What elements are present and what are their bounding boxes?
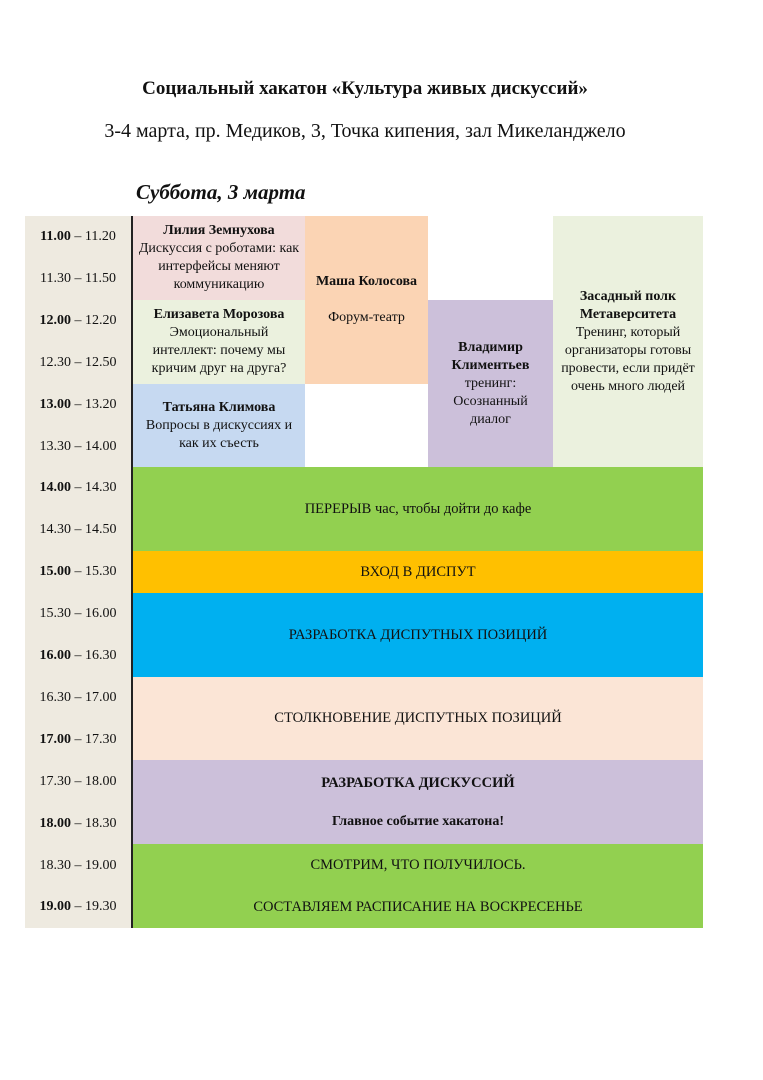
time-start: 17.00: [39, 731, 71, 747]
time-slot: [25, 856, 131, 876]
speaker-name: Маша Колосова: [315, 274, 418, 289]
time-start: 18.30: [39, 857, 71, 873]
band-break: [133, 467, 703, 551]
time-slot: [25, 311, 131, 331]
speaker-name: Засадный полк Метаверситета: [579, 288, 677, 322]
band-discussions-note: Главное событие хакатона!: [331, 813, 505, 829]
session-klimova: [133, 384, 305, 467]
band-break-label: ПЕРЕРЫВ: [304, 500, 372, 517]
speaker-name: Владимир Климентьев: [451, 339, 530, 373]
time-end: – 14.00: [71, 438, 117, 454]
band-entry-text: ВХОД В ДИСПУТ: [360, 563, 476, 580]
session-text: тренинг: Осознанный диалог: [453, 375, 528, 427]
time-start: 17.30: [39, 773, 71, 789]
time-slot: [25, 730, 131, 750]
time-slot: [25, 688, 131, 708]
time-slot: [25, 772, 131, 792]
band-clash: [133, 677, 703, 760]
time-end: – 11.20: [70, 229, 116, 244]
time-start: 14.30: [39, 522, 71, 538]
time-end: – 11.50: [71, 270, 116, 286]
time-slot: [25, 227, 131, 247]
band-schedule: [133, 886, 703, 928]
event-subtitle: 3-4 марта, пр. Медиков, 3, Точка кипения, зал Микеланджело: [104, 120, 626, 142]
session-text: Эмоциональный интеллект: почему мы кричим друг на друга?: [151, 325, 287, 376]
time-start: 13.00: [39, 396, 71, 412]
time-end: – 16.30: [71, 648, 117, 663]
band-entry: [133, 551, 703, 593]
session-text: Форум-театр: [328, 310, 405, 325]
speaker-name: Елизавета Морозова: [153, 307, 285, 322]
time-start: 11.30: [40, 270, 71, 286]
time-start: 18.00: [39, 815, 71, 831]
time-start: 19.00: [39, 899, 71, 915]
time-slot: [25, 646, 131, 666]
session-kolosova: [305, 216, 428, 384]
time-start: 15.00: [39, 564, 71, 580]
band-discussions-text: РАЗРАБОТКА ДИСКУССИЙ: [321, 774, 515, 791]
session-text: Вопросы в дискуссиях и как их съесть: [145, 417, 293, 451]
time-end: – 14.50: [71, 522, 117, 538]
time-slot: [25, 604, 131, 624]
time-slot: [25, 395, 131, 415]
time-start: 13.30: [39, 438, 71, 454]
page-title: Социальный хакатон «Культура живых дискуссий»: [142, 78, 588, 99]
time-slot: [25, 437, 131, 457]
session-text: Дискуссия с роботами: как интерфейсы меняют коммуникацию: [138, 241, 300, 292]
time-end: – 16.00: [71, 606, 117, 622]
time-end: – 19.30: [71, 899, 117, 915]
time-end: – 12.20: [71, 312, 117, 328]
time-end: – 19.00: [71, 857, 117, 873]
time-start: 16.00: [39, 648, 71, 663]
time-start: 11.00: [40, 229, 71, 244]
time-end: – 18.30: [71, 815, 117, 831]
speaker-name: Татьяна Климова: [162, 399, 276, 415]
band-watch: [133, 844, 703, 886]
session-zemnukhova: [133, 216, 305, 300]
session-morozova: [133, 300, 305, 384]
time-start: 14.00: [39, 480, 71, 496]
time-start: 12.00: [39, 312, 71, 328]
band-break-text: час, чтобы дойти до кафе: [371, 500, 532, 517]
time-slot: [25, 814, 131, 834]
speaker-name: Лилия Земнухова: [163, 223, 275, 238]
time-slot: [25, 478, 131, 498]
band-watch-text: СМОТРИМ, ЧТО ПОЛУЧИЛОСЬ.: [310, 856, 526, 873]
time-end: – 18.00: [71, 773, 117, 789]
day-heading: Суббота, 3 марта: [136, 180, 306, 204]
band-schedule-text: СОСТАВЛЯЕМ РАСПИСАНИЕ НА ВОСКРЕСЕНЬЕ: [253, 898, 583, 915]
session-zasadny: [553, 216, 703, 467]
band-positions-text: РАЗРАБОТКА ДИСПУТНЫХ ПОЗИЦИЙ: [288, 626, 548, 643]
time-slot: [25, 269, 131, 289]
time-end: – 15.30: [71, 564, 117, 580]
time-slot: [25, 562, 131, 582]
time-slot: [25, 353, 131, 373]
band-discussions: [133, 760, 703, 844]
time-start: 15.30: [39, 606, 71, 622]
session-text: Тренинг, который организаторы готовы провести, если придёт очень много людей: [561, 324, 695, 394]
time-end: – 13.20: [71, 396, 117, 412]
session-klimentiev: [428, 300, 553, 467]
time-end: – 17.00: [71, 689, 117, 705]
time-end: – 14.30: [71, 480, 117, 496]
time-slot: [25, 520, 131, 540]
time-start: 12.30: [39, 354, 71, 370]
time-end: – 17.30: [71, 731, 117, 747]
time-slot: [25, 897, 131, 917]
time-start: 16.30: [39, 689, 71, 705]
band-positions: [133, 593, 703, 677]
time-end: – 12.50: [71, 354, 117, 370]
time-divider: [131, 216, 133, 928]
band-clash-text: СТОЛКНОВЕНИЕ ДИСПУТНЫХ ПОЗИЦИЙ: [274, 710, 562, 726]
